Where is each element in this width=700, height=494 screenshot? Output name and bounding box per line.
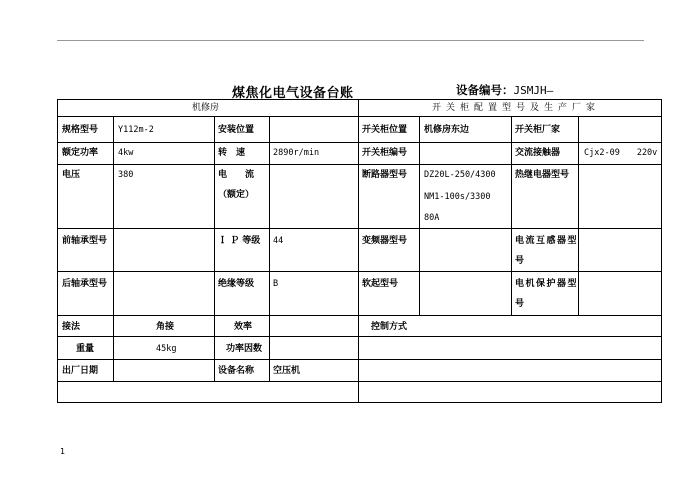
current-label: 电 流: [218, 170, 255, 180]
device-code-label: 设备编号：: [456, 83, 514, 97]
efficiency-label: 效率: [234, 322, 253, 332]
speed-value: 2890r/min: [273, 148, 320, 158]
grid-line: [58, 336, 661, 337]
grid-line: [419, 116, 420, 315]
cabinet-number-label: 开关柜编号: [362, 148, 408, 158]
rated-power-label: 额定功率: [62, 148, 99, 158]
connection-label: 接法: [62, 322, 81, 332]
device-name-label: 设备名称: [218, 366, 255, 376]
grid-line: [58, 315, 661, 316]
grid-line: [113, 116, 114, 381]
grid-line: [358, 100, 359, 402]
page-number: 1: [60, 447, 66, 456]
power-factor-label: 功率因数: [226, 344, 263, 354]
inverter-label: 变频器型号: [362, 236, 408, 246]
manufacture-date-label: 出厂日期: [62, 366, 99, 376]
cabinet-position-value: 机修房东边: [424, 125, 470, 135]
top-rule: [57, 40, 644, 41]
cabinet-position-label: 开关柜位置: [362, 125, 408, 135]
spec-label: 规格型号: [62, 125, 99, 135]
soft-start-label: 软起型号: [362, 279, 399, 289]
connection-value: 角接: [156, 322, 175, 332]
current-sub-label: （额定）: [218, 190, 255, 200]
device-code-value: JSMJH—: [513, 84, 554, 97]
spec-value: Y112m-2: [118, 125, 154, 135]
front-bearing-label: 前轴承型号: [62, 236, 108, 246]
motor-protector-label-2: 号: [515, 299, 525, 309]
voltage-label: 电压: [62, 170, 81, 180]
thermal-relay-label: 热继电器型号: [515, 170, 570, 180]
grid-line: [58, 116, 661, 117]
grid-line: [58, 228, 661, 229]
grid-line: [214, 116, 215, 381]
grid-line: [578, 116, 579, 315]
insulation-class-value: B: [273, 279, 279, 289]
weight-label: 重量: [76, 344, 95, 354]
grid-line: [58, 359, 661, 360]
motor-protector-label: 电机保护器型: [515, 279, 579, 289]
grid-line: [269, 116, 270, 381]
device-name-value: 空压机: [273, 366, 301, 376]
insulation-class-label: 绝缘等级: [218, 279, 255, 289]
breaker-value-3: 80A: [424, 213, 440, 223]
weight-value: 45kg: [156, 344, 177, 354]
grid-line: [58, 271, 661, 272]
grid-line: [58, 164, 661, 165]
current-transformer-label-2: 号: [515, 256, 525, 266]
cabinet-maker-label: 开关柜厂家: [515, 125, 561, 135]
breaker-value-1: DZ20L-250/4300: [424, 170, 496, 180]
breaker-value-2: NM1-100s/3300: [424, 192, 491, 202]
grid-line: [511, 116, 512, 315]
current-transformer-label: 电流互感器型: [515, 236, 579, 246]
speed-label: 转 速: [218, 148, 246, 158]
rear-bearing-label: 后轴承型号: [62, 279, 108, 289]
equipment-ledger-table: [57, 99, 662, 403]
section-right-header: 开关柜配置型号及生产厂家: [432, 103, 601, 113]
section-left-header: 机修房: [192, 103, 220, 113]
contactor-value: Cjx2-09 220v: [584, 148, 658, 158]
grid-line: [58, 381, 661, 382]
device-code: [456, 82, 553, 98]
ip-rating-label: Ｉ Ｐ 等级: [218, 236, 261, 246]
page-title: 煤焦化电气设备台账: [232, 86, 354, 101]
breaker-label: 断路器型号: [362, 170, 408, 180]
install-position-label: 安装位置: [218, 125, 255, 135]
ip-rating-value: 44: [273, 236, 284, 246]
control-mode-label: 控制方式: [371, 322, 408, 332]
grid-line: [58, 142, 661, 143]
rated-power-value: 4kw: [118, 148, 134, 158]
voltage-value: 380: [118, 170, 134, 180]
contactor-label: 交流接触器: [515, 148, 561, 158]
